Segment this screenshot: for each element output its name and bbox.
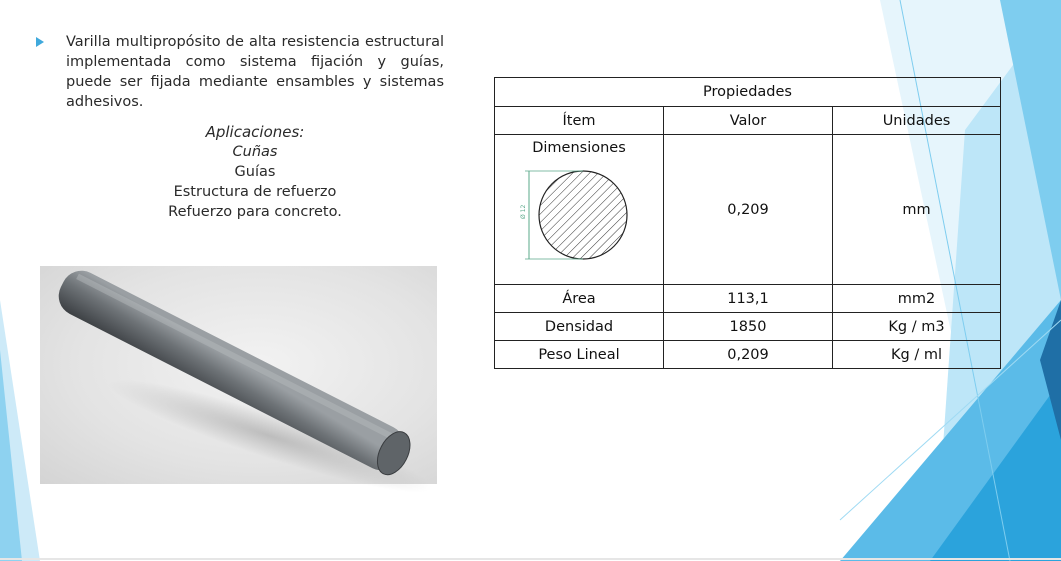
dimensions-label: Dimensiones [532, 140, 626, 156]
row-item: Área [495, 285, 664, 313]
circular-section-diagram [521, 165, 641, 265]
application-item: Estructura de refuerzo [173, 184, 337, 200]
row-unit: Kg / m3 [833, 313, 1001, 341]
row-value: 0,209 [664, 341, 833, 369]
section-circle [539, 171, 627, 259]
diameter-label: Ø 12 [520, 204, 527, 219]
header-item: Ítem [495, 107, 664, 135]
table-title: Propiedades [495, 78, 1001, 107]
table-row [495, 285, 1001, 313]
row-unit: mm2 [833, 285, 1001, 313]
product-photo [40, 266, 437, 484]
table-row [495, 313, 1001, 341]
row-item: Densidad [495, 313, 664, 341]
header-units: Unidades [833, 107, 1001, 135]
properties-table [494, 77, 1001, 369]
row-item: Peso Lineal [495, 341, 664, 369]
row-value: 1850 [664, 313, 833, 341]
description-bullet [36, 32, 444, 112]
row-unit: Kg / ml [833, 341, 1001, 369]
table-row [495, 341, 1001, 369]
applications-block [66, 122, 444, 222]
dimensions-unit: mm [833, 135, 1001, 285]
rod-illustration [40, 266, 437, 484]
table-row [495, 135, 1001, 285]
row-value: 113,1 [664, 285, 833, 313]
triangle-bullet-icon [36, 37, 44, 47]
applications-title: Aplicaciones: [205, 123, 305, 141]
description-text: Varilla multipropósito de alta resistencia estructural implementada como sistema fijación y guías, puede ser fijada mediante ensambles y sistemas adhesivos. [66, 34, 444, 110]
application-item: Refuerzo para concreto. [168, 204, 342, 220]
dimensions-value: 0,209 [664, 135, 833, 285]
header-value: Valor [664, 107, 833, 135]
application-item: Cuñas [232, 144, 278, 160]
application-item: Guías [234, 164, 276, 180]
dimensions-cell [495, 135, 664, 285]
